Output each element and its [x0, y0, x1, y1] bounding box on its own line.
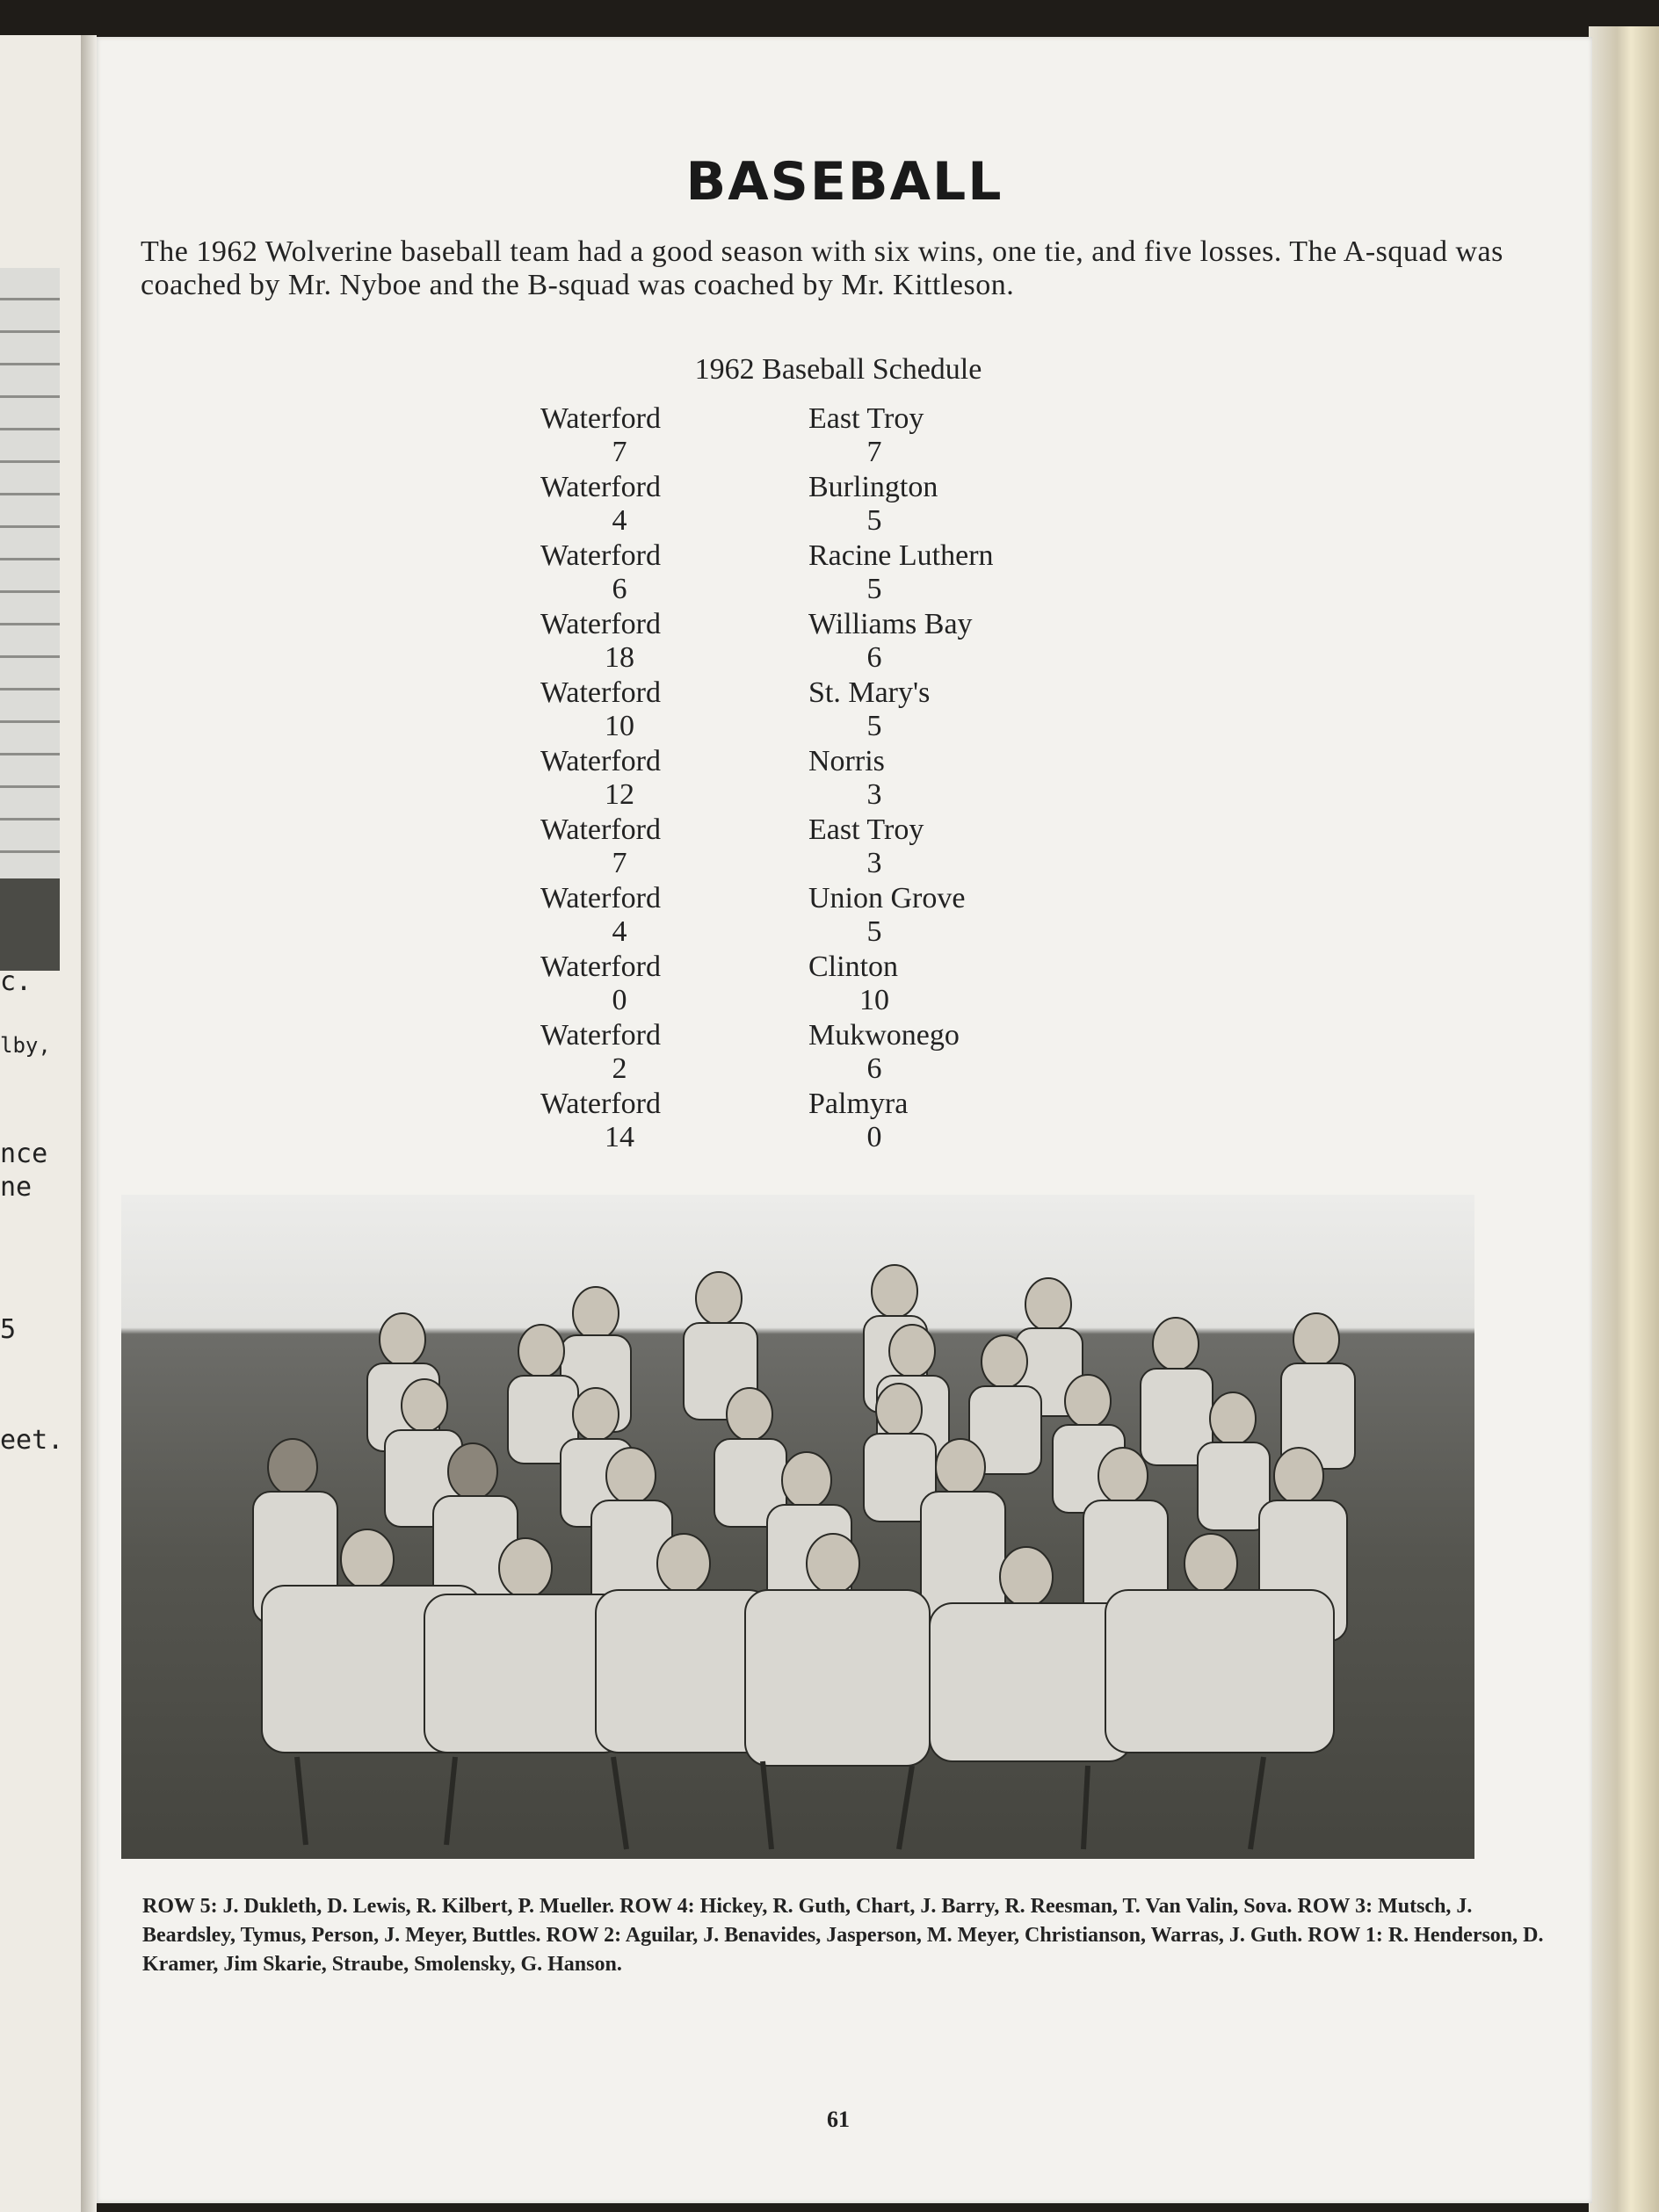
- home-team-name: Waterford: [540, 1019, 661, 1052]
- photo-caption: ROW 5: J. Dukleth, D. Lewis, R. Kilbert, P. Mueller. ROW 4: Hickey, R. Guth, Chart, J. Barry, R. Reesman, T. Van Valin, Sova. ROW 3: Mutsch, J. Beardsley, Tymus, Person, J. Meyer, Buttles. ROW 2: Aguilar, J. Benavides, Jasperson, M. Meyer, Christianson, Warras, J. Guth. ROW 1: R. Henderson, D. Kramer, Jim Skarie, Straube, Smolensky, G. Hanson.: [142, 1895, 1544, 1976]
- page-title: BASEBALL: [685, 151, 1003, 213]
- home-team: [540, 676, 699, 743]
- schedule-game: [97, 882, 1592, 951]
- home-team-score: 4: [612, 504, 627, 537]
- grass-photo-fragment: [0, 878, 60, 971]
- opponent-team: [808, 951, 1072, 1017]
- previous-page-text-fragment: eet.: [0, 1425, 64, 1456]
- book-gutter: [81, 35, 97, 2212]
- home-team: [540, 813, 699, 880]
- opponent-team-score: 6: [866, 1052, 882, 1085]
- home-team-score: 14: [605, 1121, 634, 1153]
- schedule-game: [97, 676, 1592, 745]
- opponent-team-name: Union Grove: [808, 882, 966, 914]
- home-team-name: Waterford: [540, 608, 661, 640]
- page-number: 61: [827, 2107, 850, 2132]
- opponent-team-score: 5: [866, 573, 882, 605]
- home-team: [540, 1019, 699, 1086]
- home-team-name: Waterford: [540, 1088, 661, 1120]
- opponent-team: [808, 471, 1072, 538]
- home-team-score: 4: [612, 915, 627, 948]
- opponent-team: [808, 608, 1072, 675]
- opponent-team-score: 10: [859, 984, 889, 1016]
- opponent-team-name: Clinton: [808, 951, 899, 983]
- schedule-game: [97, 745, 1592, 813]
- home-team-name: Waterford: [540, 745, 661, 777]
- opponent-team-name: Mukwonego: [808, 1019, 960, 1052]
- home-team: [540, 539, 699, 606]
- home-team-name: Waterford: [540, 539, 661, 572]
- opponent-team-name: Palmyra: [808, 1088, 909, 1120]
- home-team: [540, 882, 699, 949]
- previous-page-text-fragment: ne: [0, 1172, 33, 1203]
- opponent-team-score: 7: [866, 436, 882, 468]
- team-photo: [121, 1195, 1474, 1859]
- team-photo-figures: [121, 1195, 1474, 1859]
- opponent-team-name: Norris: [808, 745, 885, 777]
- home-team-score: 6: [612, 573, 627, 605]
- opponent-team-score: 5: [866, 915, 882, 948]
- schedule-game: [97, 951, 1592, 1019]
- home-team-name: Waterford: [540, 402, 661, 435]
- house-siding-photo-fragment: [0, 268, 60, 878]
- opponent-team-name: Burlington: [808, 471, 938, 503]
- opponent-team-name: St. Mary's: [808, 676, 931, 709]
- home-team-score: 18: [605, 641, 634, 674]
- home-team: [540, 745, 699, 812]
- page-edges: [1589, 26, 1659, 2212]
- home-team-score: 0: [612, 984, 627, 1016]
- opponent-team: [808, 676, 1072, 743]
- opponent-team: [808, 402, 1072, 469]
- home-team-name: Waterford: [540, 951, 661, 983]
- opponent-team: [808, 882, 1072, 949]
- home-team-name: Waterford: [540, 676, 661, 709]
- schedule-game: [97, 608, 1592, 676]
- opponent-team-score: 3: [866, 778, 882, 811]
- opponent-team-score: 3: [866, 847, 882, 879]
- previous-page-text-fragment: lby,: [0, 1033, 51, 1058]
- home-team-score: 10: [605, 710, 634, 742]
- opponent-team-score: 0: [866, 1121, 882, 1153]
- opponent-team: [808, 813, 1072, 880]
- opponent-team-name: East Troy: [808, 813, 924, 846]
- intro-paragraph: The 1962 Wolverine baseball team had a good season with six wins, one tie, and five losses. The A-squad was coached by Mr. Nyboe and the B-squad was coached by Mr. Kittleson.: [141, 235, 1503, 301]
- schedule-game: [97, 1088, 1592, 1156]
- schedule-game: [97, 1019, 1592, 1088]
- home-team-score: 12: [605, 778, 634, 811]
- opponent-team-score: 5: [866, 504, 882, 537]
- home-team: [540, 951, 699, 1017]
- home-team-score: 2: [612, 1052, 627, 1085]
- opponent-team-score: 5: [866, 710, 882, 742]
- schedule-game: [97, 402, 1592, 471]
- opponent-team: [808, 539, 1072, 606]
- schedule-title: 1962 Baseball Schedule: [694, 353, 982, 386]
- schedule-game: [97, 471, 1592, 539]
- previous-page-text-fragment: 5: [0, 1314, 17, 1345]
- home-team: [540, 608, 699, 675]
- schedule-game: [97, 813, 1592, 882]
- previous-page-text-fragment: nce: [0, 1139, 48, 1169]
- baseball-schedule: [97, 402, 1592, 1156]
- opponent-team: [808, 1019, 1072, 1086]
- opponent-team: [808, 745, 1072, 812]
- home-team-name: Waterford: [540, 813, 661, 846]
- opponent-team: [808, 1088, 1072, 1154]
- home-team-name: Waterford: [540, 882, 661, 914]
- schedule-game: [97, 539, 1592, 608]
- opponent-team-name: Racine Luthern: [808, 539, 994, 572]
- home-team-score: 7: [612, 436, 627, 468]
- home-team: [540, 471, 699, 538]
- yearbook-page: [97, 37, 1592, 2203]
- home-team: [540, 402, 699, 469]
- previous-page-text-fragment: c.: [0, 966, 33, 997]
- home-team-score: 7: [612, 847, 627, 879]
- opponent-team-score: 6: [866, 641, 882, 674]
- opponent-team-name: East Troy: [808, 402, 924, 435]
- home-team-name: Waterford: [540, 471, 661, 503]
- opponent-team-name: Williams Bay: [808, 608, 973, 640]
- home-team: [540, 1088, 699, 1154]
